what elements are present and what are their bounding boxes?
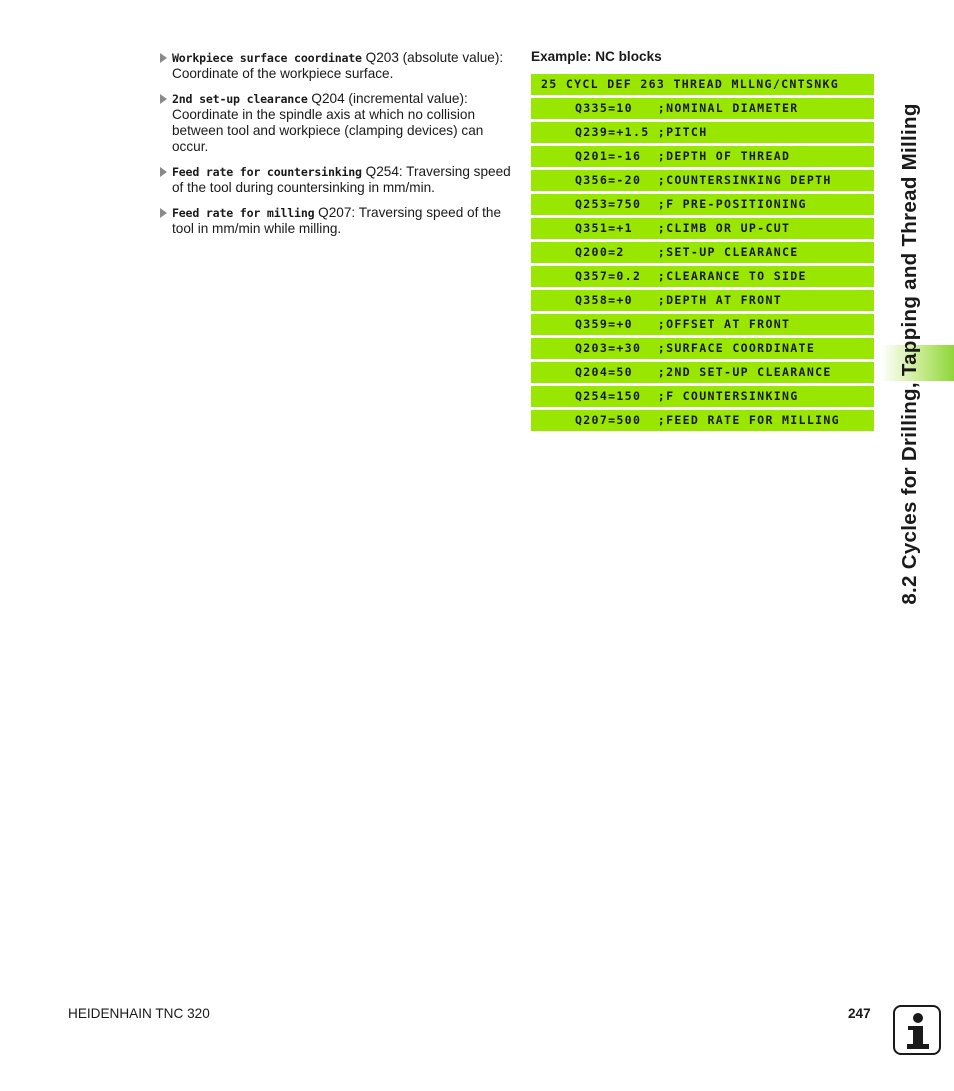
- parameter-term: Feed rate for countersinking: [172, 165, 362, 179]
- nc-block-line: Q357=0.2 ;CLEARANCE TO SIDE: [531, 266, 874, 287]
- info-icon: [893, 1005, 941, 1055]
- parameter-item: [160, 91, 512, 155]
- arrow-right-icon: [160, 94, 167, 104]
- nc-block-line: Q358=+0 ;DEPTH AT FRONT: [531, 290, 874, 311]
- parameter-description: Q204 (incremental value): Coordinate in the spindle axis at which no collision between tool and workpiece (clamping devices) can occur.: [172, 91, 484, 154]
- parameter-item: [160, 164, 512, 196]
- nc-block-line: Q204=50 ;2ND SET-UP CLEARANCE: [531, 362, 874, 383]
- nc-block-line: Q201=-16 ;DEPTH OF THREAD: [531, 146, 874, 167]
- parameter-item: [160, 50, 512, 82]
- chapter-title-text: 8.2 Cycles for Drilling, Tapping and Thread Milling: [898, 103, 921, 605]
- nc-block-line: Q351=+1 ;CLIMB OR UP-CUT: [531, 218, 874, 239]
- parameter-description: Q254: Traversing speed of the tool during countersinking in mm/min.: [172, 164, 511, 195]
- nc-block-line: Q359=+0 ;OFFSET AT FRONT: [531, 314, 874, 335]
- info-icon-dot: [913, 1013, 923, 1023]
- footer-product: HEIDENHAIN TNC 320: [68, 1006, 210, 1021]
- parameter-term: 2nd set-up clearance: [172, 92, 308, 106]
- arrow-right-icon: [160, 208, 167, 218]
- info-icon-base: [907, 1044, 929, 1049]
- nc-block-line: Q254=150 ;F COUNTERSINKING: [531, 386, 874, 407]
- arrow-right-icon: [160, 167, 167, 177]
- nc-block-line: Q253=750 ;F PRE-POSITIONING: [531, 194, 874, 215]
- parameter-term: Feed rate for milling: [172, 206, 315, 220]
- page-number: 247: [848, 1006, 871, 1021]
- arrow-right-icon: [160, 53, 167, 63]
- parameter-description: Q207: Traversing speed of the tool in mm/min while milling.: [172, 205, 502, 236]
- nc-block-line: Q356=-20 ;COUNTERSINKING DEPTH: [531, 170, 874, 191]
- parameter-item: [160, 205, 512, 237]
- nc-block-line: Q207=500 ;FEED RATE FOR MILLING: [531, 410, 874, 431]
- nc-block-header: 25 CYCL DEF 263 THREAD MLLNG/CNTSNKG: [531, 74, 874, 95]
- nc-block-line: Q239=+1.5 ;PITCH: [531, 122, 874, 143]
- example-title: Example: NC blocks: [531, 49, 662, 64]
- parameter-description: Q203 (absolute value): Coordinate of the workpiece surface.: [172, 50, 504, 81]
- nc-block-line: Q203=+30 ;SURFACE COORDINATE: [531, 338, 874, 359]
- parameter-term: Workpiece surface coordinate: [172, 51, 362, 65]
- info-icon-stem: [913, 1026, 923, 1046]
- nc-block-line: Q200=2 ;SET-UP CLEARANCE: [531, 242, 874, 263]
- nc-example: [531, 50, 874, 434]
- parameter-list: [160, 50, 512, 246]
- nc-block-line: Q335=10 ;NOMINAL DIAMETER: [531, 98, 874, 119]
